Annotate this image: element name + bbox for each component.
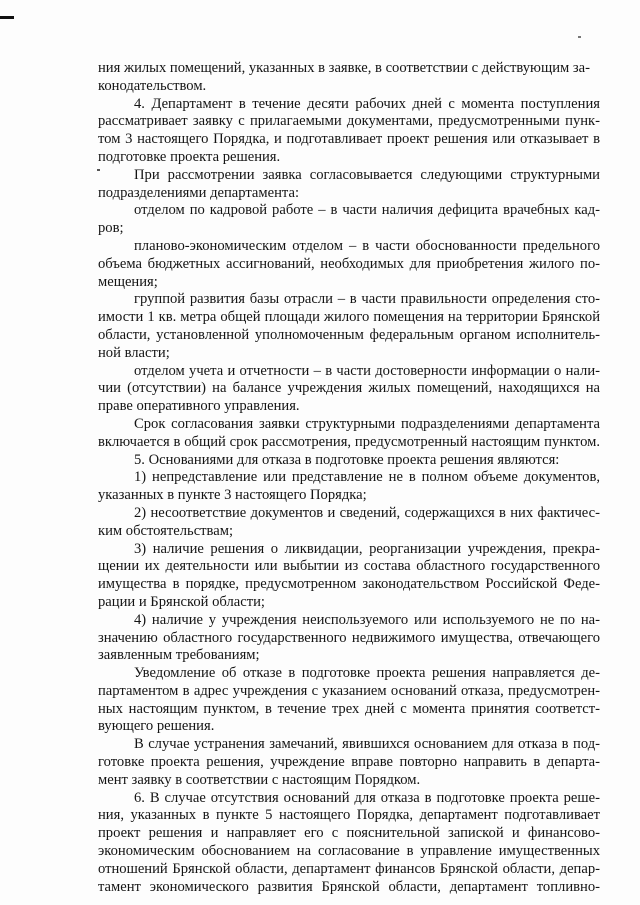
text-line: ров; xyxy=(98,220,124,237)
text-line: вующего решения. xyxy=(98,718,215,735)
scan-artifact-mark xyxy=(0,16,14,19)
text-line: ния жилых помещений, указанных в заявке, в соответствии с действующим за- xyxy=(98,60,590,76)
text-line: 3) наличие решения о ликвидации, реорганизации учреждения, прекра- xyxy=(134,540,600,557)
text-line: чии (отсутствии) на балансе учреждения жилых помещений, находящихся на xyxy=(98,380,600,397)
text-line: ной власти; xyxy=(98,344,170,361)
text-line: отделом по кадровой работе – в части наличия дефицита врачебных кад- xyxy=(134,202,600,219)
text-line: мещения; xyxy=(98,273,158,290)
text-line: 4) наличие у учреждения неиспользуемого или используемого не по на- xyxy=(134,611,600,628)
document-body xyxy=(98,60,600,896)
text-line: ных настоящим пунктом, в течение трех дней с момента принятия соответст- xyxy=(98,700,600,717)
text-line: праве оперативного управления. xyxy=(98,398,300,415)
text-line: том 3 настоящего Порядка, и подготавливает проект решения или отказывает в xyxy=(98,131,600,148)
text-line: ния, указанных в пункте 5 настоящего Порядка, департамент подготавливает xyxy=(98,807,600,824)
text-line: отделом учета и отчетности – в части достоверности информации о нали- xyxy=(134,362,600,379)
text-line: Уведомление об отказе в подготовке проекта решения направляется де- xyxy=(134,665,600,682)
text-line: указанных в пункте 3 настоящего Порядка; xyxy=(98,487,367,504)
text-line: группой развития базы отрасли – в части правильности определения сто- xyxy=(134,291,600,308)
text-line: значению областного государственного недвижимого имущества, отвечающего xyxy=(98,629,600,646)
text-line: 5. Основаниями для отказа в подготовке проекта решения являются: xyxy=(134,451,560,468)
text-line: 6. В случае отсутствия оснований для отказа в подготовке проекта реше- xyxy=(134,789,600,806)
text-line: щении их деятельности или выбытии из состава областного государственного xyxy=(98,558,600,575)
text-line: имости 1 кв. метра общей площади жилого помещения на территории Брянской xyxy=(98,309,600,326)
text-line: 2) несоответствие документов и сведений, содержащихся в них фактичес- xyxy=(134,504,600,521)
text-line: рассматривает заявку с прилагаемыми документами, предусмотренными пунк- xyxy=(98,113,600,130)
text-line: партаментом в адрес учреждения с указанием оснований отказа, предусмотрен- xyxy=(98,682,600,699)
text-line: подразделениями департамента: xyxy=(98,184,300,201)
text-line: проект решения и направляет его с пояснительной запиской и финансово- xyxy=(98,825,600,842)
text-line: объема бюджетных ассигнований, необходимых для приобретения жилого по- xyxy=(98,255,600,272)
text-line: Срок согласования заявки структурными подразделениями департамента xyxy=(134,415,600,432)
text-line: мент заявку в соответствии с настоящим Порядком. xyxy=(98,771,421,788)
text-line: 1) непредставление или представление не в полном объеме документов, xyxy=(134,469,600,486)
text-line: области, установленной уполномоченным федеральным органом исполнитель- xyxy=(98,326,600,343)
text-line: отношений Брянской области, департамент финансов Брянской области, депар- xyxy=(98,860,600,877)
text-line: тамент экономического развития Брянской области, департамент топливно- xyxy=(98,878,600,895)
text-line: конодательством. xyxy=(98,77,207,94)
text-line: экономическим обоснованием на согласование в управление имущественных xyxy=(98,843,600,860)
text-line: подготовке проекта решения. xyxy=(98,148,281,165)
text-line: включается в общий срок рассмотрения, предусмотренный настоящим пунктом. xyxy=(98,433,600,450)
text-line: 4. Департамент в течение десяти рабочих дней с момента поступления xyxy=(134,95,600,112)
text-line: заявленным требованиям; xyxy=(98,647,260,664)
text-line: планово-экономическим отделом – в части обоснованности предельного xyxy=(134,237,600,254)
text-line: В случае устранения замечаний, явившихся основанием для отказа в под- xyxy=(134,736,600,753)
scan-artifact-dot xyxy=(578,36,581,38)
text-line: готовке проекта решения, учреждение вправе повторно направить в департа- xyxy=(98,754,600,771)
text-line: ким обстоятельствам; xyxy=(98,522,234,539)
text-line: рации и Брянской области; xyxy=(98,593,265,610)
text-line: При рассмотрении заявка согласовывается следующими структурными xyxy=(134,166,600,183)
text-line: имущества в порядке, предусмотренном законодательством Российской Феде- xyxy=(98,576,600,593)
